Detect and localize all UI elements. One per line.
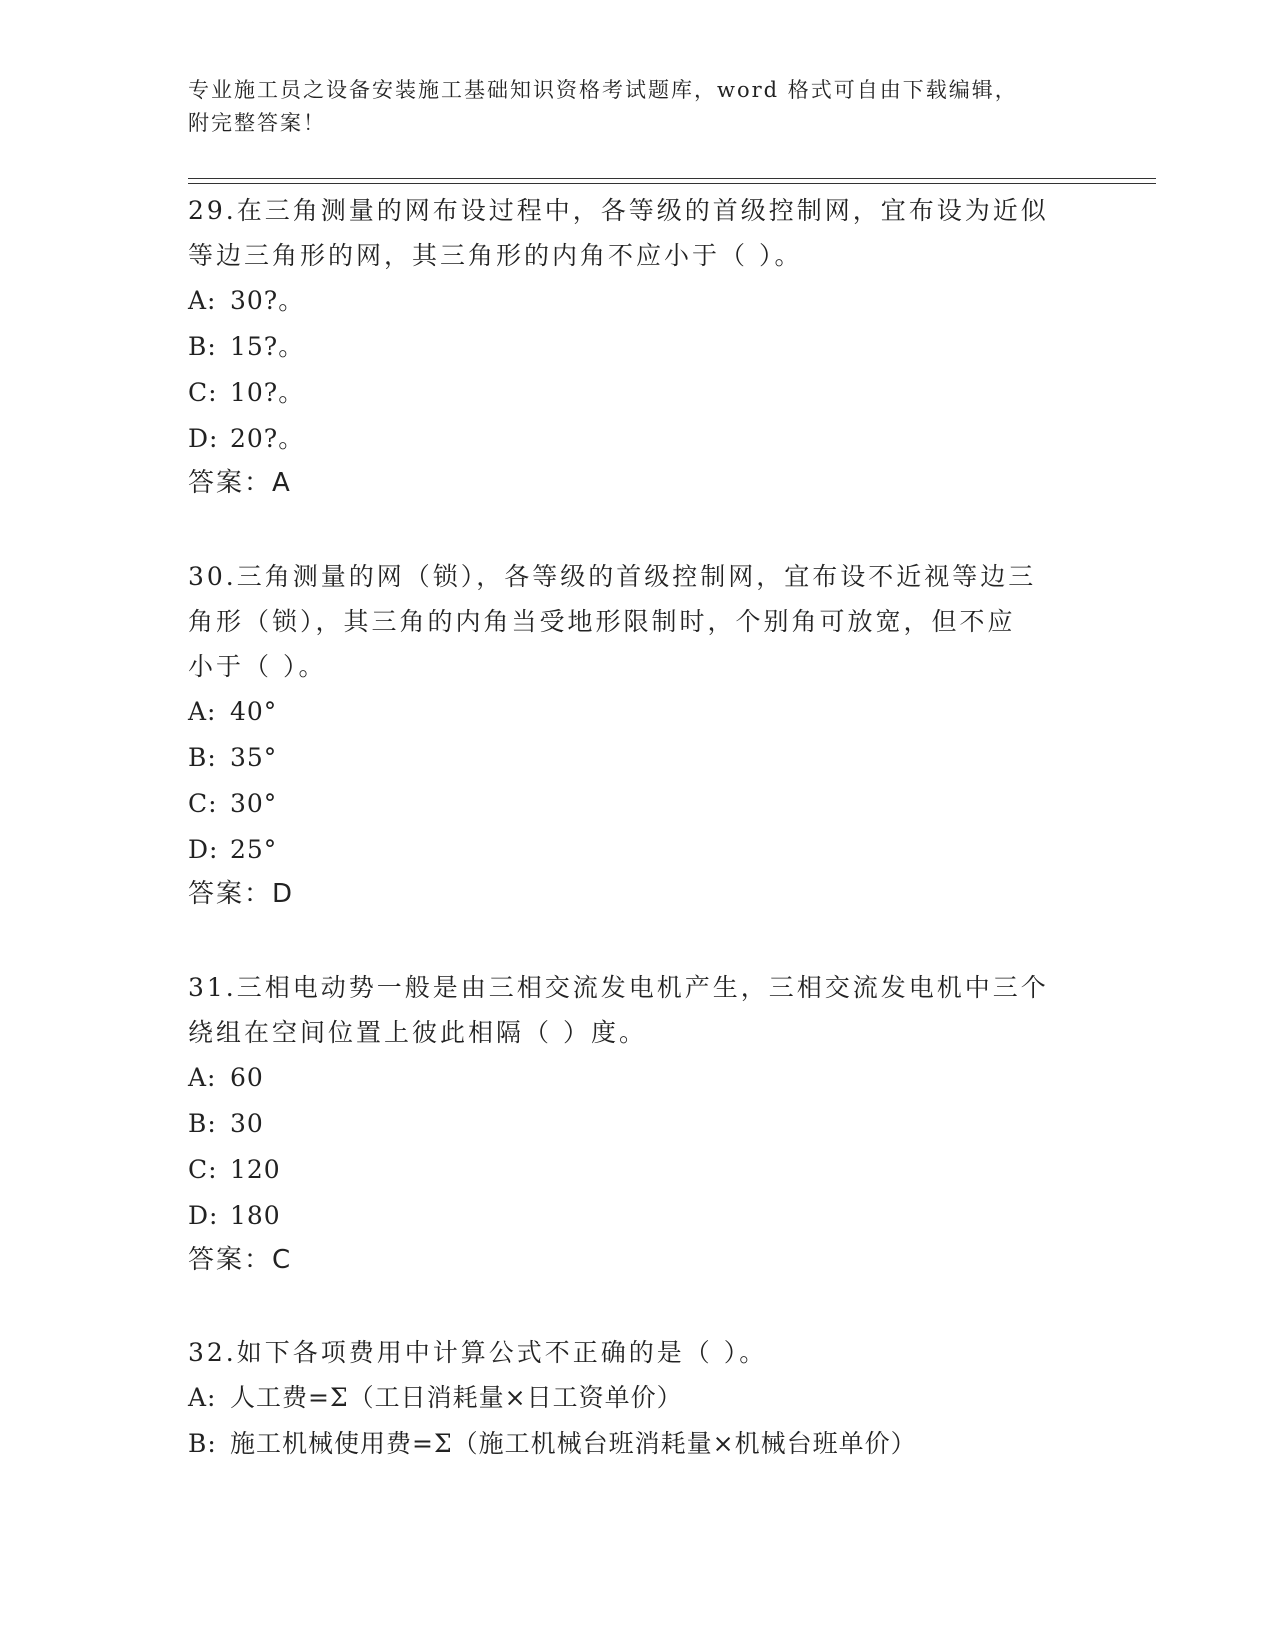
option-key: B: [188, 1109, 217, 1138]
option-text: 施工机械使用费=Σ（施工机械台班消耗量×机械台班单价） [230, 1429, 917, 1458]
option-text: 60 [230, 1063, 264, 1092]
option-a [188, 1375, 1088, 1421]
question-stem-line: 绕组在空间位置上彼此相隔（ ）度。 [188, 1018, 647, 1047]
document-header [188, 74, 1088, 140]
header-divider-bottom [188, 183, 1156, 184]
question-32 [188, 1330, 1088, 1467]
option-text: 35° [230, 743, 278, 772]
option-d [188, 1193, 1088, 1239]
question-stem-line: 29.在三角测量的网布设过程中，各等级的首级控制网，宜布设为近似 [188, 196, 1049, 225]
answer-line: 答案：D [188, 879, 295, 909]
option-text: 15?。 [230, 332, 305, 361]
option-a [188, 1055, 1088, 1101]
question-stem-line: 角形（锁），其三角的内角当受地形限制时，个别角可放宽，但不应 [188, 607, 1016, 636]
option-key: C: [188, 378, 218, 407]
option-key: D: [188, 835, 219, 864]
option-text: 20?。 [230, 424, 305, 453]
option-key: A: [188, 1063, 217, 1092]
option-d [188, 827, 1088, 873]
option-key: B: [188, 1429, 217, 1458]
option-text: 人工费=Σ（工日消耗量×日工资单价） [230, 1383, 683, 1412]
question-stem-line: 31.三相电动势一般是由三相交流发电机产生，三相交流发电机中三个 [188, 973, 1049, 1002]
option-key: A: [188, 697, 217, 726]
question-stem-line: 小于（ ）。 [188, 652, 327, 681]
option-d [188, 416, 1088, 462]
option-text: 25° [230, 835, 278, 864]
question-31 [188, 965, 1088, 1281]
option-text: 120 [230, 1155, 281, 1184]
question-stem-line: 30.三角测量的网（锁），各等级的首级控制网，宜布设不近视等边三 [188, 562, 1037, 591]
option-b [188, 1101, 1088, 1147]
option-c [188, 781, 1088, 827]
option-key: C: [188, 789, 218, 818]
option-b [188, 735, 1088, 781]
option-text: 10?。 [230, 378, 305, 407]
option-text: 30?。 [230, 286, 305, 315]
option-text: 40° [230, 697, 278, 726]
option-a [188, 278, 1088, 324]
question-stem-line: 32.如下各项费用中计算公式不正确的是（ ）。 [188, 1338, 768, 1367]
header-line-1: 专业施工员之设备安装施工基础知识资格考试题库，word 格式可自由下载编辑， [188, 78, 1018, 102]
option-b [188, 324, 1088, 370]
option-text: 30 [230, 1109, 264, 1138]
answer-line: 答案：A [188, 468, 292, 498]
answer-line: 答案：C [188, 1245, 293, 1275]
question-stem-line: 等边三角形的网，其三角形的内角不应小于（ ）。 [188, 241, 803, 270]
option-key: A: [188, 1383, 217, 1412]
question-29 [188, 188, 1088, 504]
option-c [188, 370, 1088, 416]
question-30 [188, 554, 1088, 915]
header-line-2: 附完整答案！ [188, 111, 326, 135]
option-key: A: [188, 286, 217, 315]
option-key: D: [188, 424, 219, 453]
option-key: B: [188, 743, 217, 772]
option-key: C: [188, 1155, 218, 1184]
option-key: B: [188, 332, 217, 361]
option-key: D: [188, 1201, 219, 1230]
option-a [188, 689, 1088, 735]
option-text: 30° [230, 789, 278, 818]
option-text: 180 [230, 1201, 281, 1230]
option-c [188, 1147, 1088, 1193]
option-b [188, 1421, 1088, 1467]
header-divider-top [188, 178, 1156, 179]
